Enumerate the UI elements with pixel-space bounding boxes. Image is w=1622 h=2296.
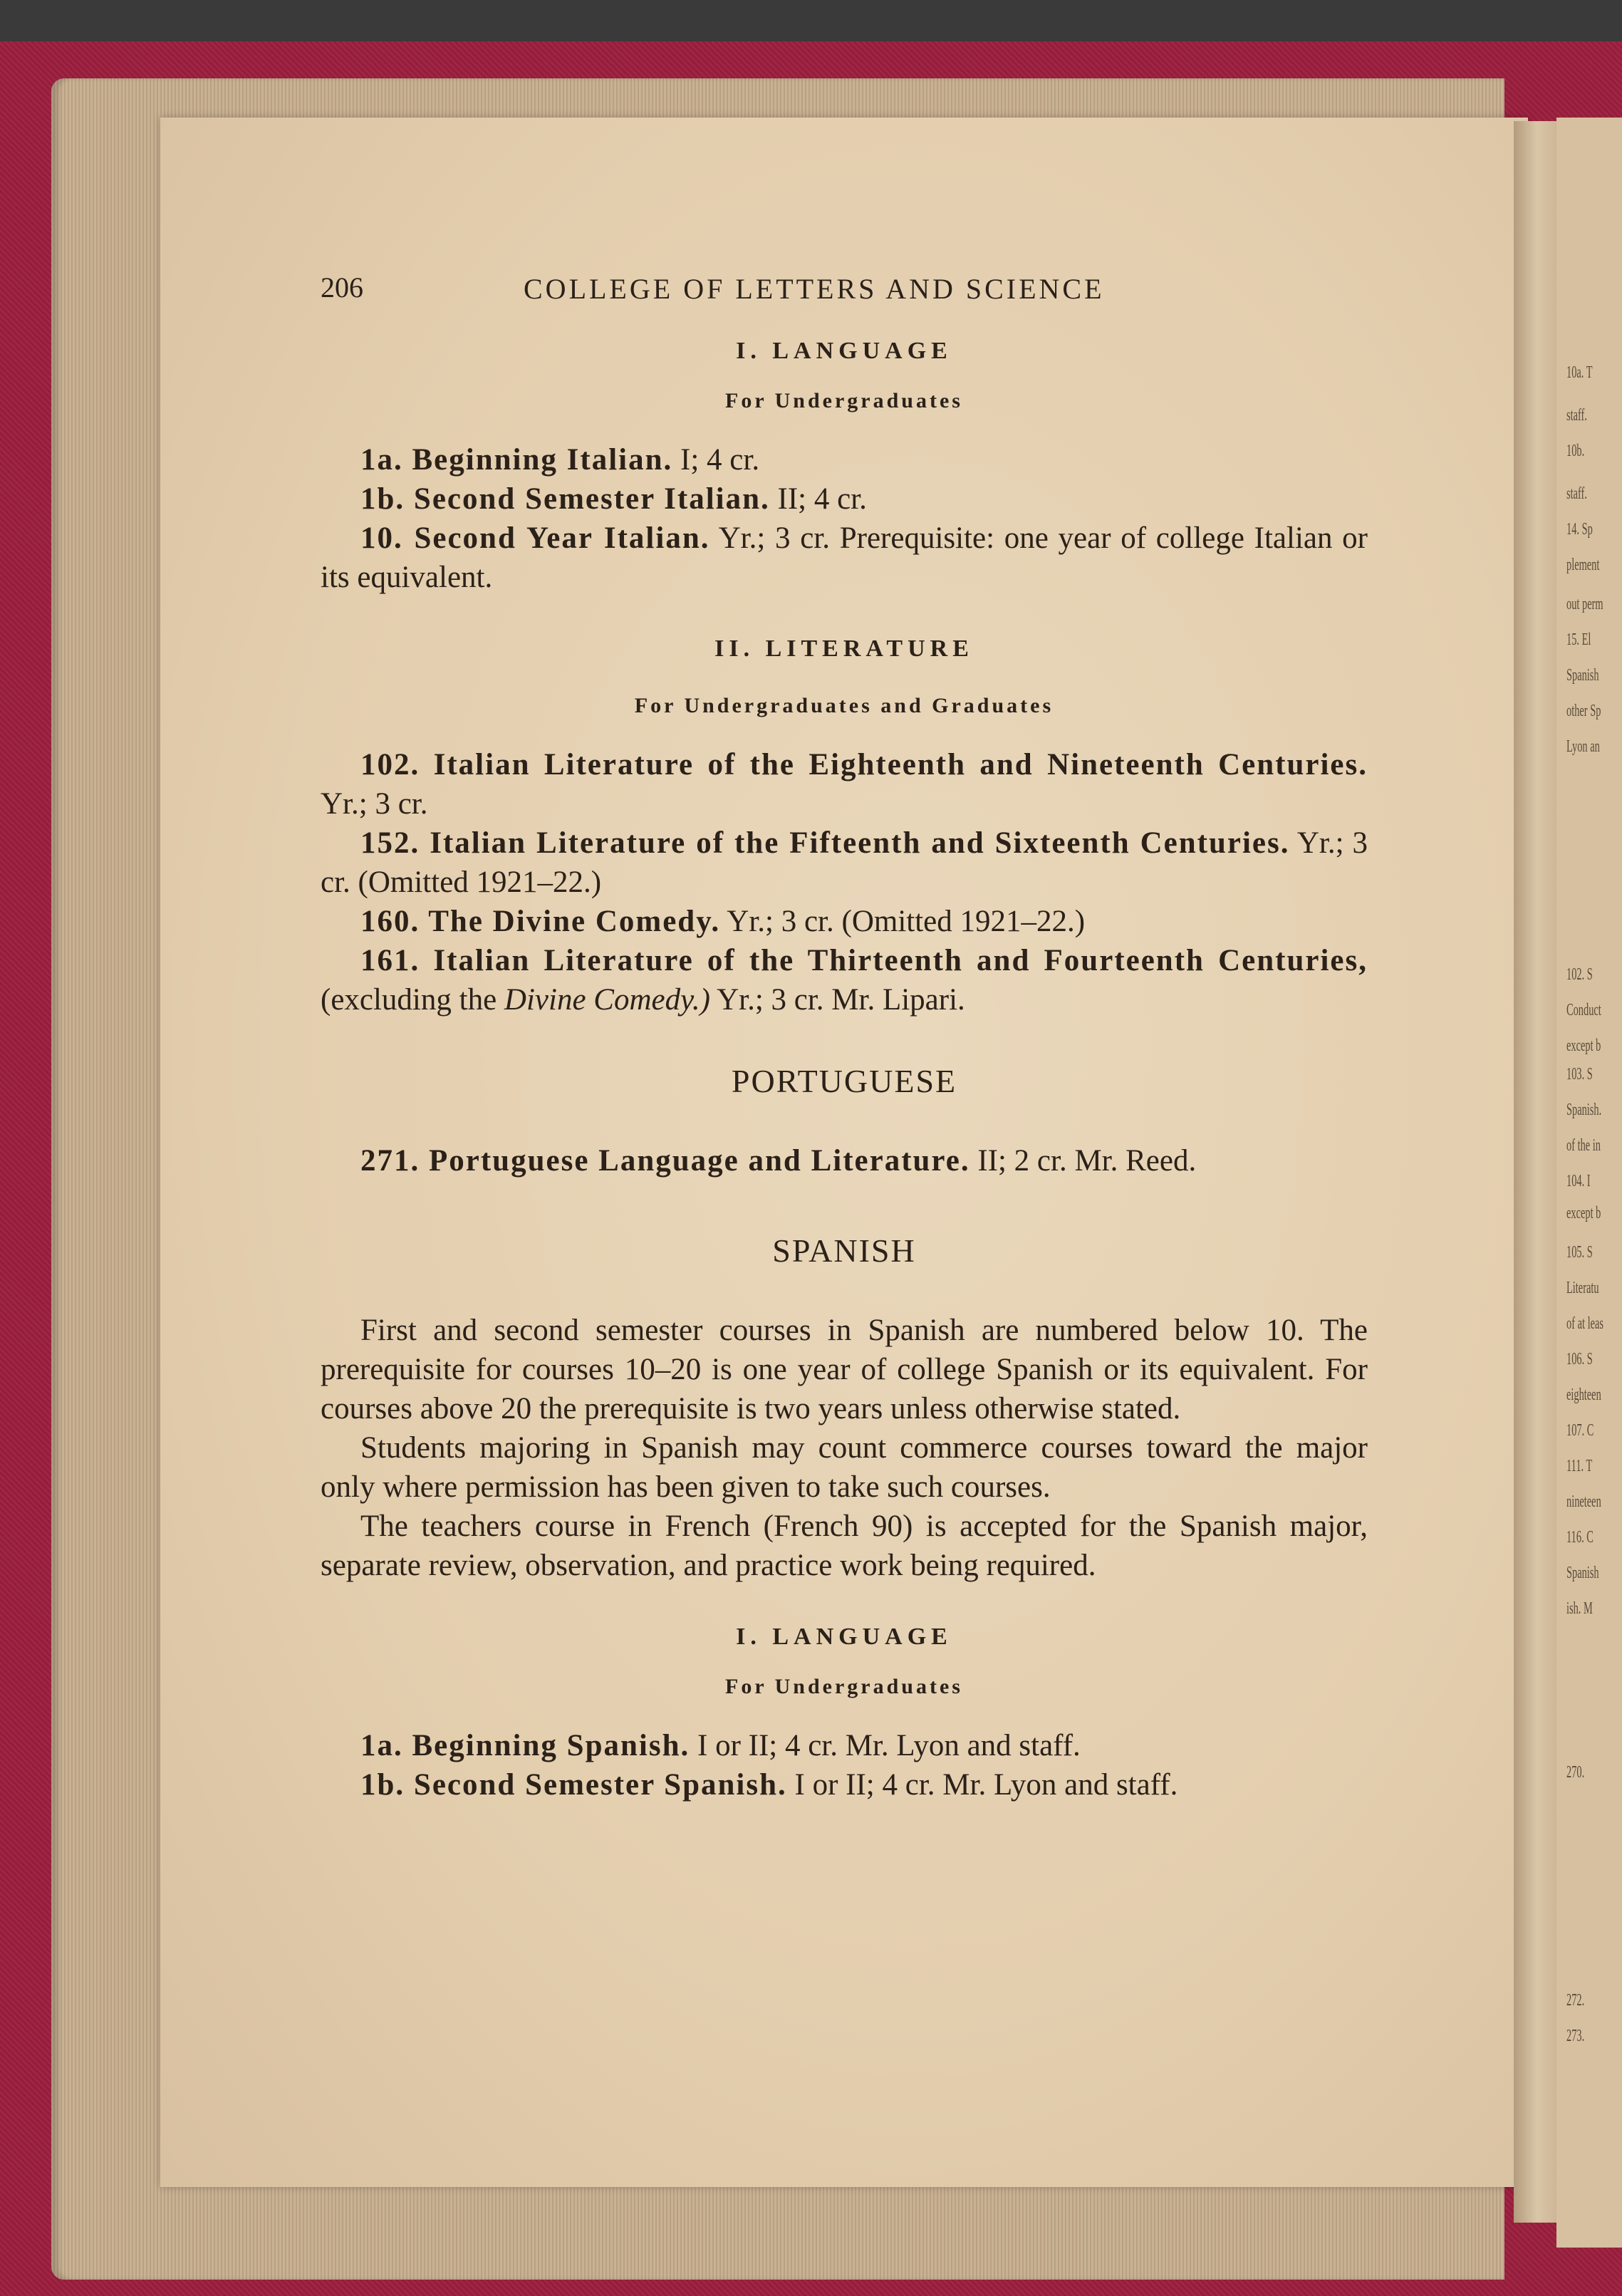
spanish-language-title: I. LANGUAGE	[736, 1624, 952, 1650]
adjacent-page-fragment: nineteen	[1566, 1492, 1601, 1511]
course-title: 102. Italian Literature of the Eighteenth and Nineteenth Centuries.	[360, 748, 1368, 781]
course-details: Yr.; 3 cr. (Omitted 1921–22.)	[321, 826, 1368, 899]
adjacent-page-fragment: 10a. T	[1566, 363, 1593, 382]
adjacent-page-fragment: other Sp	[1566, 702, 1601, 720]
spanish-language-subtitle: For Undergraduates	[725, 1675, 963, 1698]
course-entry	[321, 479, 1368, 519]
adjacent-page-fragment: 10b.	[1566, 442, 1585, 460]
course-details: Yr.; 3 cr. (Omitted 1921–22.)	[727, 905, 1086, 938]
course-entry	[321, 745, 1368, 824]
adjacent-page-fragment: Conduct	[1566, 1001, 1601, 1019]
course-entry	[321, 440, 1368, 479]
adjacent-page-fragment: staff.	[1566, 484, 1587, 503]
course-title: 1b. Second Semester Spanish.	[360, 1768, 787, 1802]
adjacent-page-fragment: Lyon an	[1566, 737, 1600, 756]
course-title: 160. The Divine Comedy.	[360, 905, 721, 938]
course-entry	[321, 1765, 1368, 1804]
italian-literature-subtitle: For Undergraduates and Graduates	[634, 694, 1054, 717]
adjacent-page-fragment: ish. M	[1566, 1599, 1593, 1618]
adjacent-page-fragment: except b	[1566, 1037, 1601, 1055]
spanish-paragraph: First and second semester courses in Spanish are numbered below 10. The prerequisite for courses 10–20 is one year of college Spanish or its equivalent. For courses above 20 the prerequisite is two years unless otherwise stated.	[321, 1314, 1368, 1425]
course-details: Yr.; 3 cr.	[321, 787, 428, 821]
adjacent-page-fragment: Spanish.	[1566, 1101, 1602, 1119]
italian-language-title: I. LANGUAGE	[736, 338, 952, 364]
italian-language-subtitle: For Undergraduates	[725, 389, 963, 412]
adjacent-page-fragment: 116. C	[1566, 1528, 1594, 1547]
course-entry	[321, 824, 1368, 902]
spanish-paragraph: The teachers course in French (French 90) is accepted for the Spanish major, separate review, observation, and practice work being required.	[321, 1510, 1368, 1582]
course-details: I; 4 cr.	[680, 443, 760, 477]
course-title: 271. Portuguese Language and Literature.	[360, 1144, 970, 1178]
adjacent-page-fragment: 106. S	[1566, 1350, 1593, 1368]
course-details: I or II; 4 cr. Mr. Lyon and staff.	[697, 1729, 1081, 1762]
adjacent-page-fragment: Spanish	[1566, 1564, 1599, 1582]
adjacent-page-fragment: Literatu	[1566, 1279, 1599, 1297]
adjacent-page-fragment: 107. C	[1566, 1421, 1594, 1440]
page-content	[321, 264, 1368, 1804]
page-number: 206	[321, 271, 363, 303]
adjacent-page-fragment: 272.	[1566, 1991, 1585, 2010]
course-title: 1b. Second Semester Italian.	[360, 482, 770, 516]
running-head: COLLEGE OF LETTERS AND SCIENCE	[524, 273, 1105, 305]
adjacent-page-fragment: plement	[1566, 556, 1600, 574]
course-title: 10. Second Year Italian.	[360, 521, 710, 555]
page-header	[321, 264, 1368, 313]
adjacent-page	[1556, 118, 1622, 2248]
adjacent-page-fragment: staff.	[1566, 406, 1587, 425]
course-details: II; 4 cr.	[777, 482, 867, 516]
adjacent-page-fragment: 105. S	[1566, 1243, 1593, 1262]
course-entry	[321, 902, 1368, 941]
adjacent-page-fragment: of the in	[1566, 1136, 1601, 1155]
course-title: 161. Italian Literature of the Thirteenth and Fourteenth Centuries,	[360, 944, 1368, 977]
course-title: 1a. Beginning Spanish.	[360, 1729, 690, 1762]
course-details: II; 2 cr. Mr. Reed.	[977, 1144, 1197, 1178]
italian-literature-title: II. LITERATURE	[714, 635, 974, 662]
course-details-italic: Divine Comedy.)	[504, 983, 710, 1017]
course-details: Yr.; 3 cr. Prerequisite: one year of college Italian or its equivalent.	[321, 521, 1368, 594]
portuguese-heading: PORTUGUESE	[731, 1063, 957, 1099]
adjacent-page-fragment: 103. S	[1566, 1065, 1593, 1084]
course-details: Yr.; 3 cr. Mr. Lipari.	[717, 983, 965, 1017]
adjacent-page-fragment: 102. S	[1566, 965, 1593, 984]
course-title: 1a. Beginning Italian.	[360, 443, 673, 477]
adjacent-page-fragment: of at leas	[1566, 1314, 1603, 1333]
book-gutter	[1514, 121, 1556, 2223]
course-entry	[321, 1726, 1368, 1765]
adjacent-page-fragment: 14. Sp	[1566, 520, 1593, 539]
course-entry	[321, 1141, 1368, 1180]
adjacent-page-fragment: out perm	[1566, 595, 1603, 613]
adjacent-page-fragment: 15. El	[1566, 630, 1591, 649]
course-title: 152. Italian Literature of the Fifteenth and Sixteenth Centuries.	[360, 826, 1290, 860]
spanish-paragraph: Students majoring in Spanish may count commerce courses toward the major only where permission has been given to take such courses.	[321, 1431, 1368, 1504]
spanish-heading: SPANISH	[772, 1232, 916, 1269]
course-entry	[321, 519, 1368, 597]
course-details: I or II; 4 cr. Mr. Lyon and staff.	[794, 1768, 1178, 1802]
adjacent-page-fragment: 104. I	[1566, 1172, 1591, 1190]
adjacent-page-fragment: 273.	[1566, 2027, 1585, 2045]
adjacent-page-fragment: 111. T	[1566, 1457, 1593, 1475]
course-entry	[321, 941, 1368, 1019]
adjacent-page-fragment: eighteen	[1566, 1386, 1601, 1404]
adjacent-page-fragment: 270.	[1566, 1763, 1585, 1782]
adjacent-page-fragment: Spanish	[1566, 666, 1599, 685]
adjacent-page-fragment: except b	[1566, 1204, 1601, 1222]
course-details: (excluding the	[321, 983, 497, 1017]
